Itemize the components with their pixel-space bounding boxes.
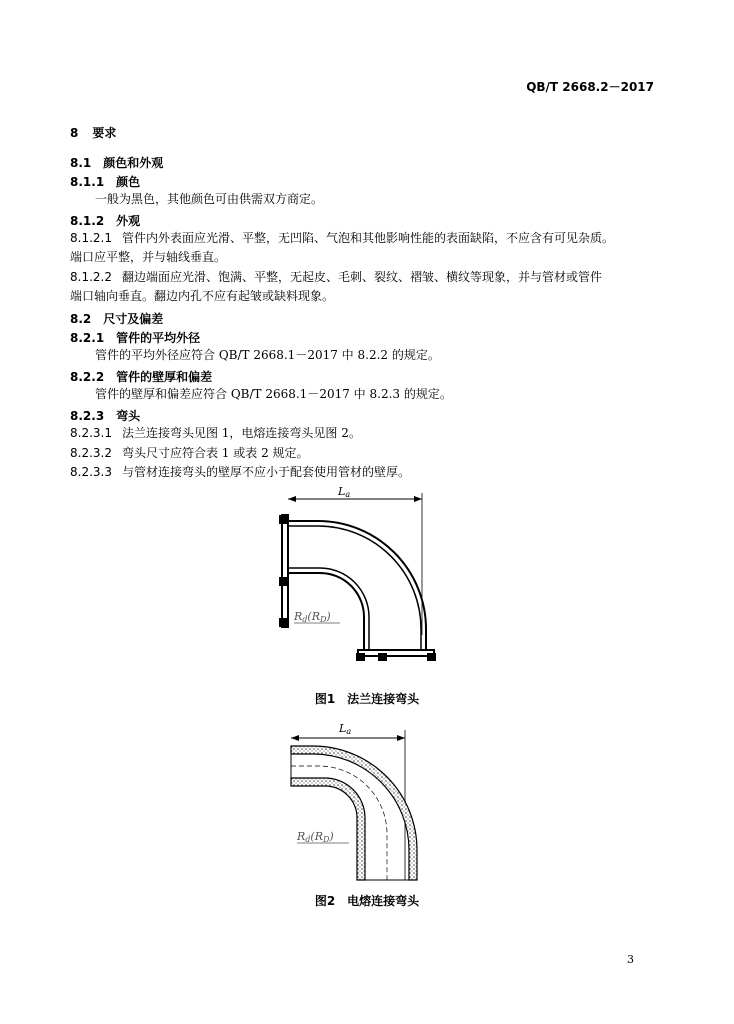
paragraph-8-2-1: 管件的平均外径应符合 QB/T 2668.1－2017 中 8.2.2 的规定。 (95, 348, 440, 362)
section-number: 8.2.1 (70, 331, 105, 345)
section-8-2-2-heading (70, 368, 212, 385)
paragraph-8-2-3-2 (70, 443, 670, 463)
label-radius: Rd(RD) (297, 830, 334, 844)
section-8-1-heading (70, 154, 163, 171)
clause-number: 8.1.2.2 (70, 270, 112, 284)
section-title: 弯头 (116, 409, 141, 423)
figure-2-caption: 图2 电熔连接弯头 (314, 894, 420, 908)
clause-number: 8.1.2.1 (70, 231, 112, 245)
section-title: 外观 (116, 214, 141, 228)
paragraph-8-2-3-3 (70, 462, 670, 482)
figure-1-caption: 图1 法兰连接弯头 (314, 692, 420, 706)
standard-number: QB/T 2668.2－2017 (526, 80, 654, 94)
paragraph-8-2-2: 管件的壁厚和偏差应符合 QB/T 2668.1－2017 中 8.2.3 的规定。 (95, 387, 452, 401)
label-la: La (339, 722, 352, 736)
section-8-heading (70, 124, 116, 141)
section-number: 8.1 (70, 156, 92, 170)
clause-text: 弯头尺寸应符合表 1 或表 2 规定。 (121, 446, 309, 460)
section-8-1-1-heading (70, 173, 140, 190)
section-8-2-1-heading (70, 329, 200, 346)
figure-2-electrofusion-elbow (285, 720, 435, 890)
paragraph-8-1-2-1 (70, 228, 670, 248)
paragraph-8-1-2-2 (70, 267, 670, 287)
paragraph-8-1-2-1-cont: 端口应平整，并与轴线垂直。 (70, 250, 227, 264)
paragraph-8-2-3-1 (70, 423, 670, 443)
section-title: 颜色和外观 (103, 156, 164, 170)
section-number: 8.1.2 (70, 214, 105, 228)
section-number: 8 (70, 126, 79, 140)
section-number: 8.2 (70, 312, 92, 326)
clause-text: 管件内外表面应光滑、平整，无凹陷、气泡和其他影响性能的表面缺陷，不应含有可见杂质。 (121, 231, 614, 245)
section-number: 8.1.1 (70, 175, 105, 189)
section-8-1-2-heading (70, 212, 140, 229)
clause-number: 8.2.3.3 (70, 465, 112, 479)
paragraph-8-1-2-2-cont: 端口轴向垂直。翻边内孔不应有起皱或缺料现象。 (70, 289, 335, 303)
clause-number: 8.2.3.2 (70, 446, 112, 460)
page-number: 3 (627, 953, 634, 966)
clause-text: 与管材连接弯头的壁厚不应小于配套使用管材的壁厚。 (121, 465, 410, 479)
clause-text: 翻边端面应光滑、饱满、平整，无起皮、毛刺、裂纹、褶皱、横纹等现象，并与管材或管件 (121, 270, 602, 284)
section-title: 颜色 (116, 175, 141, 189)
section-title: 管件的壁厚和偏差 (116, 370, 213, 384)
section-title: 要求 (92, 126, 117, 140)
paragraph-8-1-1: 一般为黑色，其他颜色可由供需双方商定。 (95, 192, 324, 206)
section-number: 8.2.2 (70, 370, 105, 384)
clause-number: 8.2.3.1 (70, 426, 112, 440)
figure-1-flanged-elbow (270, 485, 450, 670)
section-title: 管件的平均外径 (116, 331, 201, 345)
section-number: 8.2.3 (70, 409, 105, 423)
clause-text: 法兰连接弯头见图 1，电熔连接弯头见图 2。 (121, 426, 361, 440)
label-radius: Rd(RD) (294, 610, 331, 624)
section-8-2-3-heading (70, 407, 140, 424)
section-title: 尺寸及偏差 (103, 312, 164, 326)
section-8-2-heading (70, 310, 163, 327)
label-la: La (338, 485, 351, 499)
